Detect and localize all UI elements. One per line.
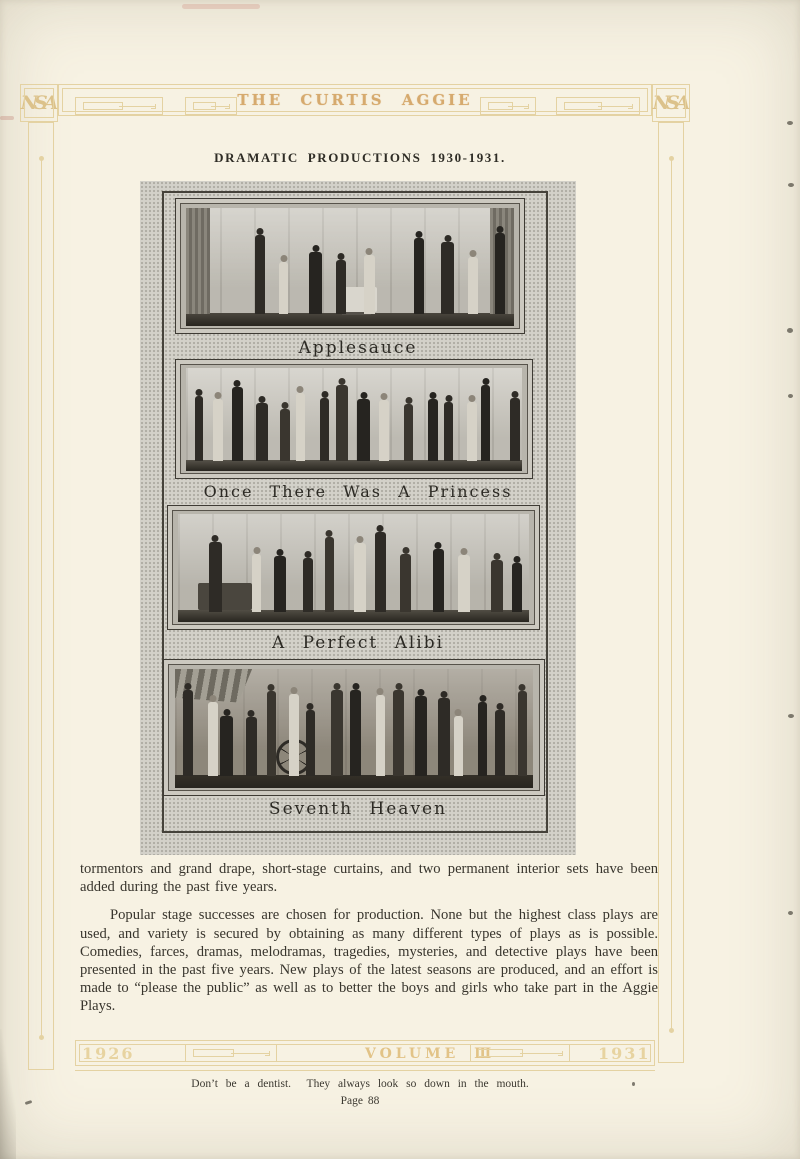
figure-head	[395, 683, 402, 690]
figure-silhouette	[414, 238, 423, 315]
ornament-bar	[478, 1049, 523, 1057]
figure-silhouette	[393, 690, 405, 777]
figure-silhouette	[306, 710, 315, 776]
scene-part	[175, 775, 534, 788]
border-ornament	[470, 1044, 570, 1062]
figure-silhouette	[309, 252, 322, 314]
figure-silhouette	[444, 402, 453, 461]
border-ornament	[185, 97, 237, 115]
stage-scene	[180, 364, 528, 474]
scan-speck	[787, 328, 793, 333]
scan-speck	[788, 911, 793, 915]
figure-silhouette	[274, 556, 286, 611]
figure-head	[435, 542, 442, 549]
figure-silhouette	[255, 235, 265, 314]
figure-head	[209, 695, 216, 702]
figure-head	[297, 386, 304, 393]
photo-collage	[140, 181, 576, 855]
production-photo-princess	[175, 359, 533, 479]
figure-head	[377, 525, 384, 532]
figure-silhouette	[336, 385, 349, 461]
border-ornament	[185, 1044, 277, 1062]
figure-head	[280, 255, 287, 262]
ornament-bar	[83, 102, 123, 110]
figure-head	[455, 709, 462, 716]
figure-silhouette	[279, 262, 288, 314]
page-number: Page 88	[340, 1095, 380, 1107]
ornament-line	[598, 106, 633, 107]
figure-silhouette	[267, 691, 276, 776]
figure-head	[215, 392, 222, 399]
border-ornament	[480, 97, 536, 115]
figure-head	[405, 397, 412, 404]
scene-part	[186, 460, 522, 471]
production-photo-applesauce	[175, 198, 525, 334]
figure-silhouette	[495, 710, 505, 776]
scan-streak	[0, 116, 14, 120]
figure-head	[380, 393, 387, 400]
figure-silhouette	[256, 403, 268, 461]
paragraph: Popular stage successes are chosen for production. None but the highest class plays are used, and variety is secured by obtaining as many different types of plays as is possible. Comedies, farces, dramas, melodramas, tragedies, mysteries, and detective plays have been presented in the past five years. New plays of the latest seasons are produced, and an effort is made to “please the public” as well as to better the boys and girls who take part in the Aggie Plays.	[80, 907, 658, 1015]
figure-head	[418, 689, 425, 696]
figure-head	[184, 683, 191, 690]
stage-scene	[172, 510, 535, 625]
figure-head	[511, 391, 518, 398]
scan-speck	[788, 394, 793, 398]
figure-silhouette	[415, 696, 427, 777]
photo-caption: Once There Was A Princess	[203, 482, 513, 501]
border-ornament	[556, 97, 640, 115]
figure-head	[326, 530, 333, 537]
figure-head	[352, 683, 359, 690]
figure-silhouette	[481, 385, 490, 461]
figure-head	[497, 226, 504, 233]
figure-silhouette	[375, 532, 386, 612]
figure-silhouette	[478, 702, 487, 776]
figure-head	[257, 228, 264, 235]
ornament-bar	[193, 1049, 234, 1057]
figure-silhouette	[320, 398, 329, 461]
figure-head	[445, 395, 452, 402]
figure-head	[307, 703, 314, 710]
border-ornament	[75, 97, 163, 115]
figure-head	[304, 551, 311, 558]
figure-silhouette	[357, 399, 370, 461]
figure-head	[196, 389, 203, 396]
figure-silhouette	[400, 554, 410, 612]
figure-head	[479, 695, 486, 702]
figure-head	[334, 683, 341, 690]
figure-head	[496, 703, 503, 710]
scan-speck	[788, 714, 794, 718]
ornament-line	[231, 1053, 270, 1054]
nsa-monogram-icon: NSA	[652, 91, 687, 114]
figure-head	[461, 548, 468, 555]
scene-part	[186, 313, 514, 325]
figure-head	[415, 231, 422, 238]
figure-silhouette	[491, 560, 503, 611]
figure-silhouette	[364, 255, 375, 315]
figure-head	[429, 392, 436, 399]
body-text	[80, 860, 658, 1016]
figure-head	[440, 691, 447, 698]
figure-head	[321, 391, 328, 398]
figure-head	[259, 396, 266, 403]
figure-head	[338, 253, 345, 260]
figure-silhouette	[296, 393, 305, 462]
corner-emblem-right	[652, 84, 690, 122]
figure-silhouette	[325, 537, 335, 612]
rail-dot	[669, 156, 674, 161]
corner-emblem-left	[20, 84, 58, 122]
figure-silhouette	[433, 549, 444, 611]
stage-scene	[180, 203, 520, 329]
scene-part	[178, 610, 528, 621]
section-heading: DRAMATIC PRODUCTIONS 1930-1931.	[214, 150, 506, 165]
figure-head	[366, 248, 373, 255]
figure-silhouette	[208, 702, 218, 776]
figure-head	[514, 556, 521, 563]
figure-head	[360, 392, 367, 399]
year-end-label: 1931	[598, 1044, 651, 1063]
figure-silhouette	[404, 404, 413, 462]
figure-silhouette	[183, 690, 194, 776]
figure-silhouette	[303, 558, 313, 612]
figure-head	[281, 402, 288, 409]
figure-silhouette	[468, 257, 478, 314]
figure-head	[223, 709, 230, 716]
figure-head	[234, 380, 241, 387]
figure-silhouette	[467, 402, 477, 462]
figure-head	[268, 684, 275, 691]
figure-head	[248, 710, 255, 717]
rail-dot	[39, 1035, 44, 1040]
figure-silhouette	[512, 563, 522, 612]
ornament-line	[119, 106, 156, 107]
figure-silhouette	[518, 691, 527, 776]
figure-silhouette	[379, 400, 390, 461]
figure-silhouette	[441, 242, 454, 314]
figure-silhouette	[510, 398, 519, 461]
stage-scene	[168, 664, 540, 791]
figure-silhouette	[336, 260, 346, 315]
photo-caption: Applesauce	[298, 338, 418, 358]
figure-silhouette	[195, 396, 204, 461]
figure-silhouette	[280, 409, 291, 461]
figure-silhouette	[495, 233, 505, 315]
figure-head	[253, 547, 260, 554]
ornament-bar	[564, 102, 602, 110]
figure-head	[212, 535, 219, 542]
figure-silhouette	[458, 555, 470, 611]
figure-head	[312, 245, 319, 252]
figure-head	[356, 536, 363, 543]
figure-head	[276, 549, 283, 556]
figure-silhouette	[289, 694, 299, 777]
figure-head	[469, 395, 476, 402]
photo-caption: A Perfect Alibi	[271, 633, 445, 653]
scan-streak	[182, 4, 260, 9]
figure-silhouette	[354, 543, 366, 611]
figure-silhouette	[376, 695, 385, 777]
figure-silhouette	[428, 399, 437, 461]
figure-head	[291, 687, 298, 694]
figure-silhouette	[246, 717, 258, 776]
paragraph: tormentors and grand drape, short-stage curtains, and two permanent interior sets have been added during the past five years.	[80, 861, 658, 896]
figure-silhouette	[350, 690, 361, 776]
figure-silhouette	[252, 554, 261, 612]
scan-speck	[632, 1082, 635, 1086]
nsa-monogram-icon: NSA	[20, 91, 55, 114]
figure-head	[444, 235, 451, 242]
ornament-line	[520, 1053, 563, 1054]
figure-silhouette	[454, 716, 463, 776]
rail-dot	[39, 156, 44, 161]
rail-dot	[669, 1028, 674, 1033]
border-rail-left	[28, 122, 54, 1070]
figure-silhouette	[232, 387, 243, 461]
figure-silhouette	[213, 399, 224, 461]
scene-part	[198, 583, 252, 610]
figure-silhouette	[438, 698, 450, 777]
scan-speck	[788, 183, 794, 187]
figure-head	[339, 378, 346, 385]
ornament-line	[211, 106, 230, 107]
page-edge-shadow	[0, 1029, 16, 1159]
masthead-title: THE CURTIS AGGIE	[237, 91, 473, 109]
footer-border-underline	[75, 1070, 655, 1071]
production-photo-heaven	[163, 659, 545, 796]
scan-speck	[25, 1100, 33, 1105]
figure-silhouette	[331, 690, 343, 776]
volume-label: VOLUME Ⅲ	[365, 1046, 496, 1062]
scan-speck	[787, 121, 793, 125]
year-start-label: 1926	[82, 1044, 135, 1063]
photo-caption: Seventh Heaven	[268, 799, 448, 819]
ornament-line	[508, 106, 529, 107]
figure-head	[377, 688, 384, 695]
scene-part	[186, 208, 210, 315]
footer-quip: Don’t be a dentist. They always look so down in the mouth.	[191, 1078, 529, 1090]
figure-head	[482, 378, 489, 385]
figure-silhouette	[220, 716, 233, 776]
figure-head	[470, 250, 477, 257]
figure-head	[519, 684, 526, 691]
figure-silhouette	[209, 542, 222, 611]
figure-head	[493, 553, 500, 560]
production-photo-alibi	[167, 505, 540, 630]
border-rail-right	[658, 122, 684, 1063]
figure-head	[402, 547, 409, 554]
